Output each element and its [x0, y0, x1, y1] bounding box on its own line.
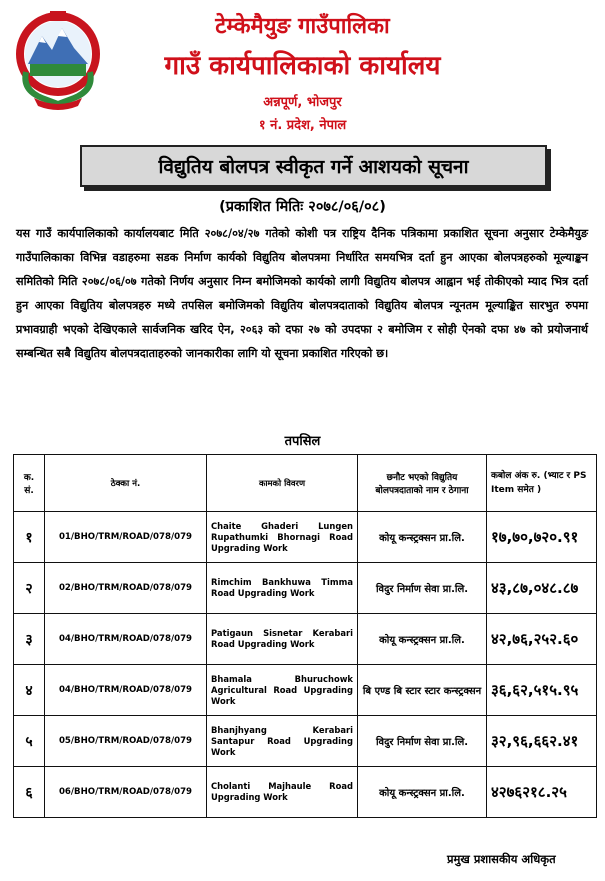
- row-ref: 05/BHO/TRM/ROAD/078/079: [45, 716, 207, 767]
- header-amount: कबोल अंक रु. (भ्याट र PS Item समेत ): [487, 455, 597, 512]
- table-row: [14, 563, 597, 614]
- row-desc: Patigaun Sisnetar Kerabari Road Upgrading Work: [207, 614, 358, 665]
- row-amount: ४२,७६,२५२.६०: [487, 614, 597, 665]
- signature-title: प्रमुख प्रशासकीय अधिकृत: [447, 852, 556, 866]
- row-ref: 06/BHO/TRM/ROAD/078/079: [45, 767, 207, 818]
- table-row: [14, 614, 597, 665]
- published-date: (प्रकाशित मितिः २०७८/०६/०८): [219, 199, 386, 215]
- row-bidder: विदुर निर्माण सेवा प्रा.लि.: [358, 716, 487, 767]
- row-ref: 04/BHO/TRM/ROAD/078/079: [45, 665, 207, 716]
- row-desc: Cholanti Majhaule Road Upgrading Work: [207, 767, 358, 818]
- table-row: [14, 512, 597, 563]
- row-sn: ३: [14, 614, 45, 665]
- row-bidder: कोयू कन्स्ट्रक्सन प्रा.लि.: [358, 614, 487, 665]
- row-sn: ६: [14, 767, 45, 818]
- row-desc: Bhamala Bhuruchowk Agricultural Road Upgrading Work: [207, 665, 358, 716]
- row-sn: ४: [14, 665, 45, 716]
- row-amount: ३२,९६,६६२.४१: [487, 716, 597, 767]
- row-bidder: विदुर निर्माण सेवा प्रा.लि.: [358, 563, 487, 614]
- header-desc: कामको विवरण: [207, 455, 358, 512]
- office-name: गाउँ कार्यपालिकाको कार्यालय: [164, 51, 441, 81]
- header-sn: क. सं.: [14, 455, 45, 512]
- row-amount: ४२७६२१८.२५: [487, 767, 597, 818]
- table-row: [14, 767, 597, 818]
- table-row: [14, 716, 597, 767]
- row-amount: ४३,८७,०४८.८७: [487, 563, 597, 614]
- row-desc: Rimchim Bankhuwa Timma Road Upgrading Work: [207, 563, 358, 614]
- bid-table: [13, 454, 597, 818]
- row-bidder: बि एण्ड बि स्टार स्टार कन्स्ट्रक्सन: [358, 665, 487, 716]
- table-heading: तपसिल: [284, 434, 321, 449]
- row-sn: २: [14, 563, 45, 614]
- header-bidder: छनौट भएको विद्युतिय बोलपत्रदाताको नाम र ठेगाना: [358, 455, 487, 512]
- row-amount: ३६,६२,५१५.९५: [487, 665, 597, 716]
- row-bidder: कोयू कन्स्ट्रक्सन प्रा.लि.: [358, 767, 487, 818]
- row-desc: Bhanjhyang Kerabari Santapur Road Upgrading Work: [207, 716, 358, 767]
- row-sn: ५: [14, 716, 45, 767]
- row-desc: Chaite Ghaderi Lungen Rupathumki Bhornagi Road Upgrading Work: [207, 512, 358, 563]
- table-row: [14, 665, 597, 716]
- municipality-name: टेम्केमैयुङ गाउँपालिका: [215, 14, 390, 39]
- row-ref: 04/BHO/TRM/ROAD/078/079: [45, 614, 207, 665]
- row-ref: 02/BHO/TRM/ROAD/078/079: [45, 563, 207, 614]
- header-ref: ठेक्का नं.: [45, 455, 207, 512]
- table-header-row: [14, 455, 597, 512]
- row-sn: १: [14, 512, 45, 563]
- notice-body: यस गाउँ कार्यपालिकाको कार्यालयबाट मिति २०७८/०४/२७ गतेको कोशी पत्र राष्ट्रिय दैनिक पत्रिकामा प्रकाशित सूचना अनुसार टेम्केमैयुङ गाउँपालिकाका विभिन्न वडाहरुमा सडक निर्माण कार्यको विद्युतिय बोलपत्रमा निर्धारित समयभित्र दर्ता हुन आएका बोलपत्रहरुको मूल्याङ्कन समितिको मिति २०७८/०६/०७ गतेको निर्णय अनुसार निम्न बमोजिमको कार्यको लागी विद्युतिय बोलपत्र आह्वान भई तोकीएको म्याद भित्र दर्ता हुन आएका विद्युतिय बोलपत्रहरु मध्ये तपसिल बमोजिमको विद्युतिय बोलपत्रदाताको विद्युतिय बोलपत्र न्यूनतम मूल्याङ्कित सारभुत रुपमा प्रभावग्राही भएको देखिएकाले सार्वजनिक खरिद ऐन, २०६३ को दफा २७ को उपदफा २ बमोजिम र सोही ऐनको दफा ४७ को प्रयोजनार्थ सम्बन्धित सबै विद्युतिय बोलपत्रदाताहरुको जानकारीका लागि यो सूचना प्रकाशित गरिएको छ।: [16, 227, 588, 360]
- address: अन्नपूर्ण, भोजपुर: [263, 95, 342, 110]
- row-ref: 01/BHO/TRM/ROAD/078/079: [45, 512, 207, 563]
- province: १ नं. प्रदेश, नेपाल: [258, 118, 347, 133]
- row-bidder: कोयू कन्स्ट्रक्सन प्रा.लि.: [358, 512, 487, 563]
- notice-title: विद्युतिय बोलपत्र स्वीकृत गर्ने आशयको सूचना: [80, 145, 547, 187]
- row-amount: १७,७०,७२०.९१: [487, 512, 597, 563]
